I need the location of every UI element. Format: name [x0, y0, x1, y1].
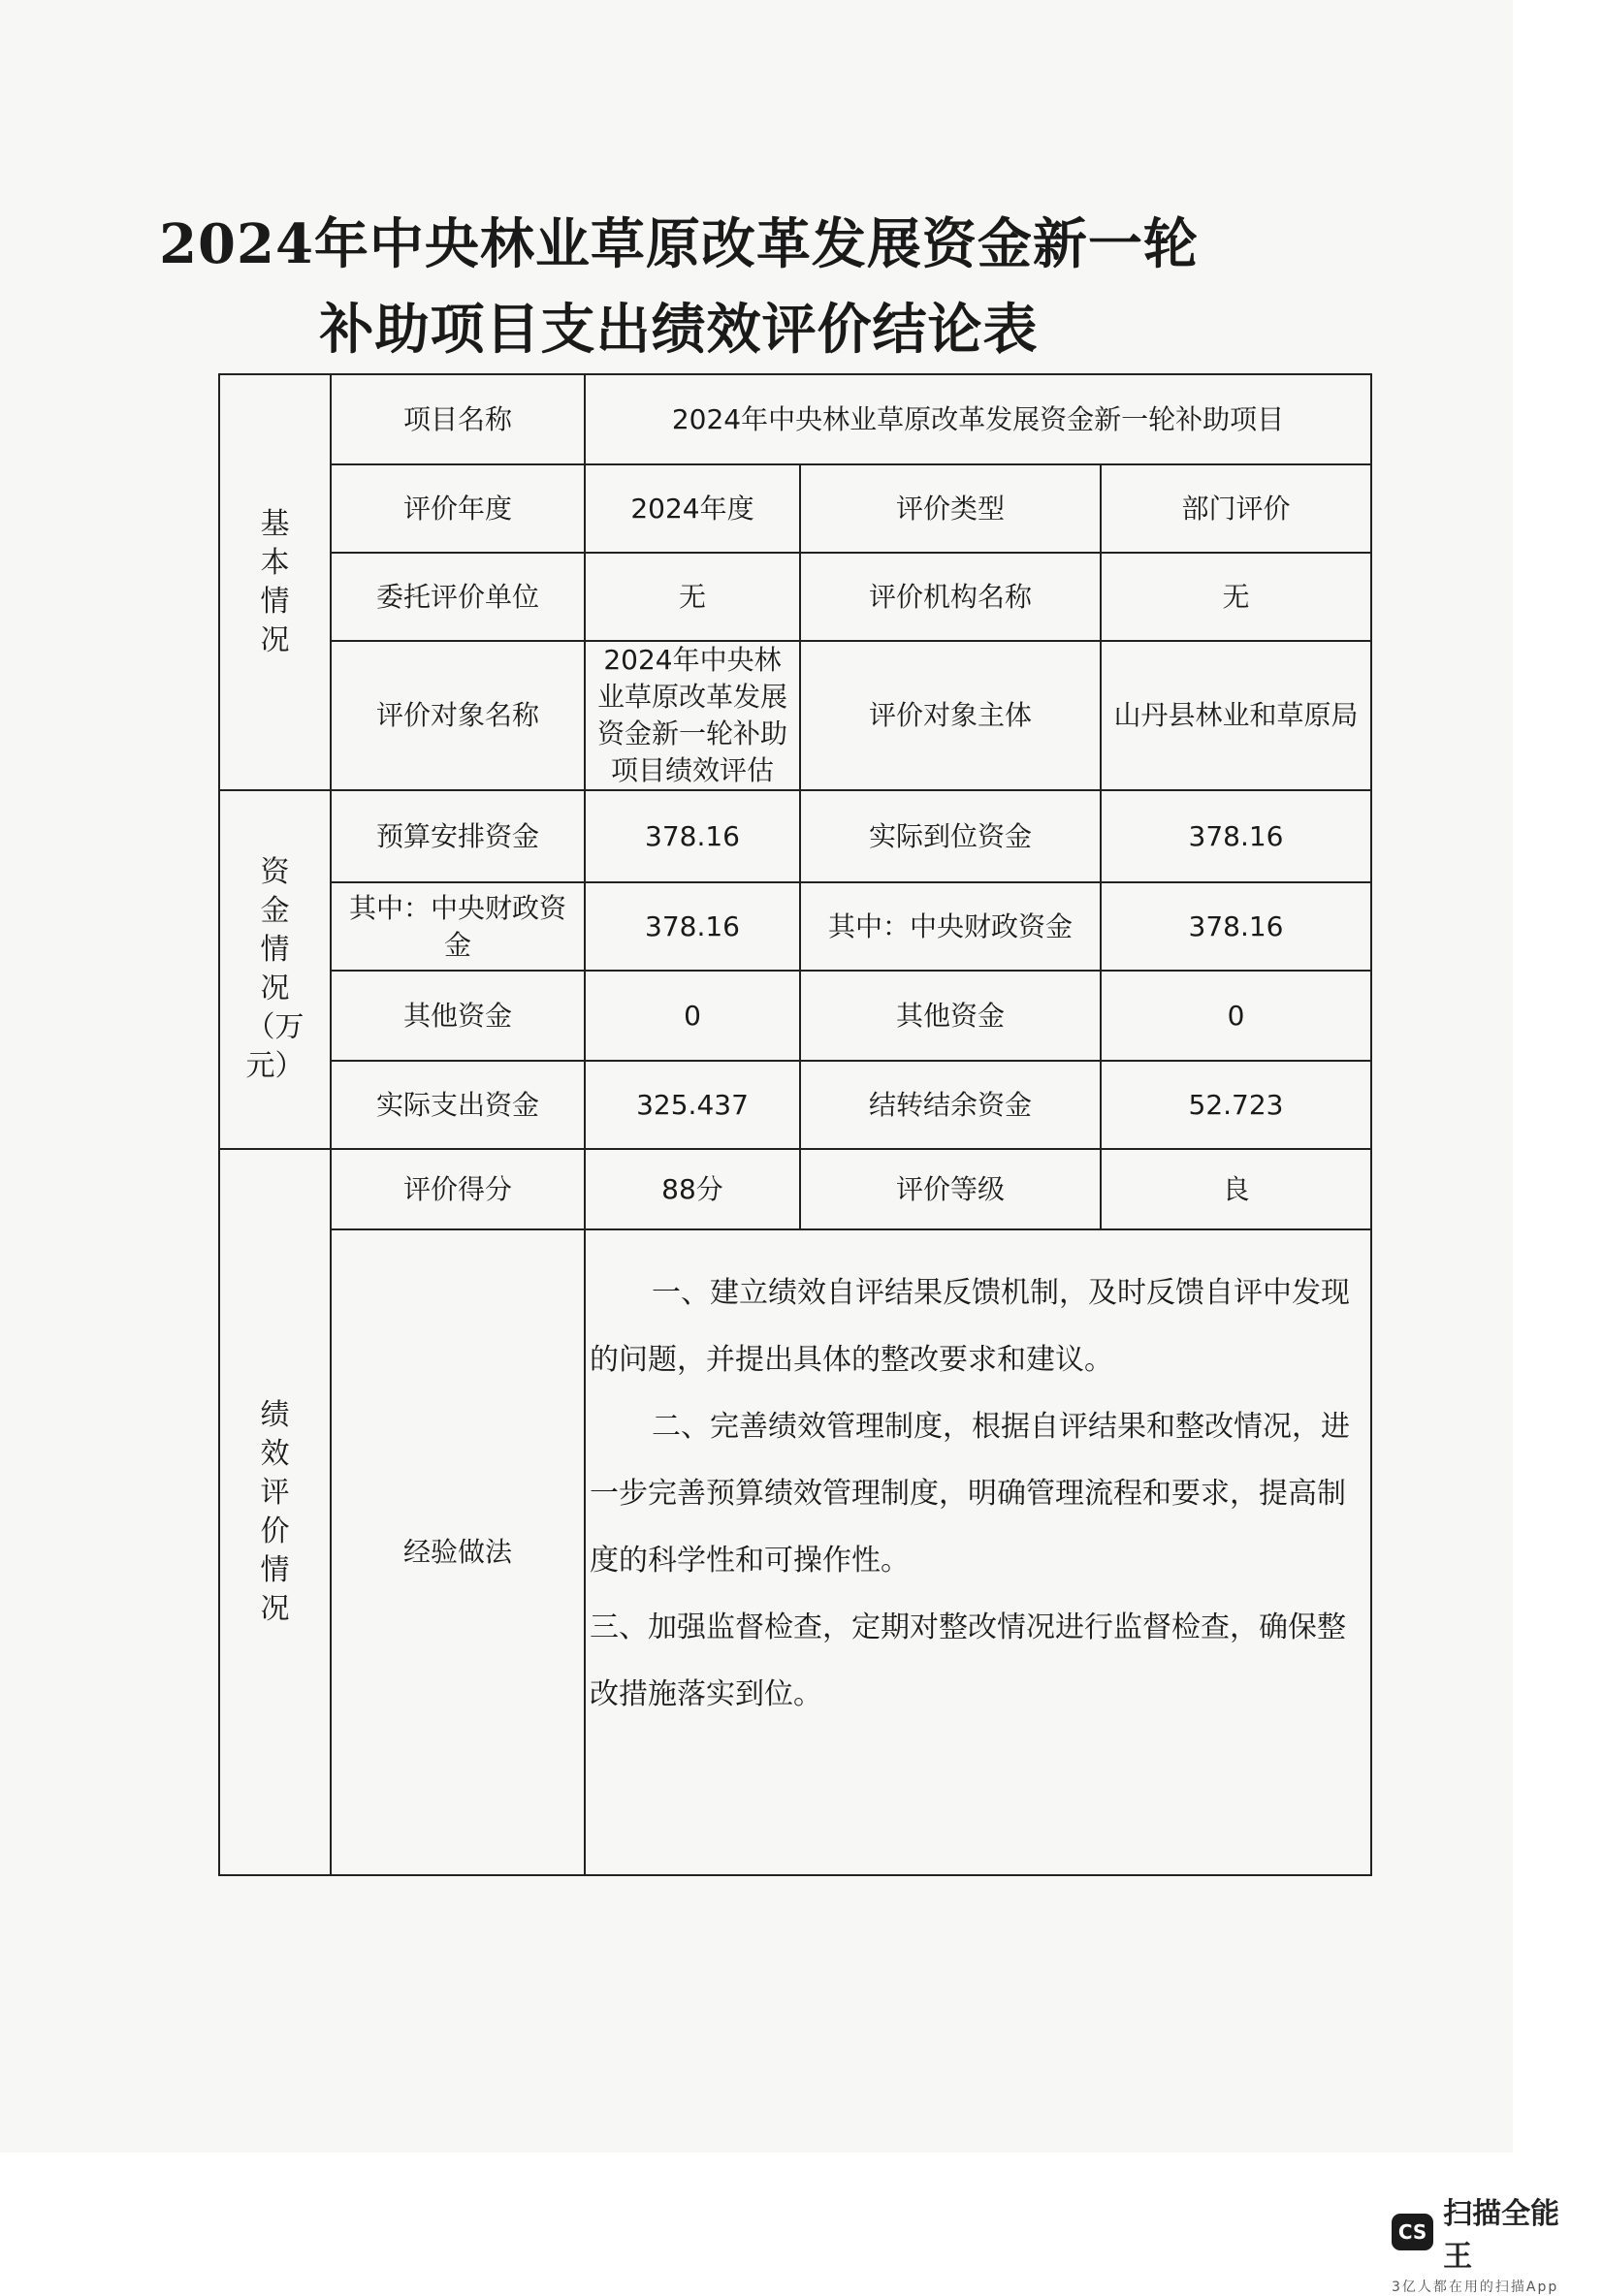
value-eval-object: 2024年中央林业草原改革发展资金新一轮补助项目绩效评估 — [585, 641, 800, 790]
label-eval-type: 评价类型 — [800, 464, 1101, 553]
value-experience — [585, 1229, 1371, 1875]
value-central-funds-1: 378.16 — [585, 882, 800, 971]
label-grade: 评价等级 — [800, 1149, 1101, 1229]
row-budget — [219, 790, 1371, 882]
value-project-name: 2024年中央林业草原改革发展资金新一轮补助项目 — [585, 374, 1371, 464]
label-eval-object: 评价对象名称 — [331, 641, 585, 790]
row-project-name — [219, 374, 1371, 464]
label-other-funds-1: 其他资金 — [331, 971, 585, 1061]
row-score — [219, 1149, 1371, 1229]
group-performance: 绩效评价情况 — [219, 1149, 331, 1875]
funds-unit: （万元） — [245, 1010, 305, 1083]
value-grade: 良 — [1101, 1149, 1371, 1229]
document-title-line2: 补助项目支出绩效评价结论表 — [319, 298, 1039, 362]
value-score: 88分 — [585, 1149, 800, 1229]
scanner-watermark — [1392, 2189, 1586, 2296]
label-carryover: 结转结余资金 — [800, 1061, 1101, 1149]
scanner-slogan: 3亿人都在用的扫描App — [1392, 2280, 1559, 2295]
value-other-funds-1: 0 — [585, 971, 800, 1061]
value-budget: 378.16 — [585, 790, 800, 882]
label-budget: 预算安排资金 — [331, 790, 585, 882]
camscanner-logo-icon: CS — [1392, 2214, 1433, 2250]
label-actual-spent: 实际支出资金 — [331, 1061, 585, 1149]
label-entrusted-unit: 委托评价单位 — [331, 553, 585, 641]
row-other-funds — [219, 971, 1371, 1061]
experience-paragraph-3: 三、加强监督检查，定期对整改情况进行监督检查，确保整改措施落实到位。 — [590, 1610, 1346, 1711]
row-eval-object — [219, 641, 1371, 790]
value-eval-type: 部门评价 — [1101, 464, 1371, 553]
label-eval-agency: 评价机构名称 — [800, 553, 1101, 641]
group-basic-info: 基本情况 — [219, 374, 331, 790]
label-central-funds-1: 其中：中央财政资金 — [331, 882, 585, 971]
label-project-name: 项目名称 — [331, 374, 585, 464]
row-central-funds — [219, 882, 1371, 971]
label-eval-year: 评价年度 — [331, 464, 585, 553]
document-title-line1: 2024年中央林业草原改革发展资金新一轮 — [159, 212, 1199, 276]
group-funds: 资金情况 （万元） — [219, 790, 331, 1149]
label-other-funds-2: 其他资金 — [800, 971, 1101, 1061]
value-entrusted-unit: 无 — [585, 553, 800, 641]
value-actual-arrived: 378.16 — [1101, 790, 1371, 882]
experience-paragraph-1: 一、建立绩效自评结果反馈机制，及时反馈自评中发现的问题，并提出具体的整改要求和建议。 — [590, 1276, 1350, 1377]
experience-paragraph-2: 二、完善绩效管理制度，根据自评结果和整改情况，进一步完善预算绩效管理制度，明确管理流程和要求，提高制度的科学性和可操作性。 — [590, 1410, 1350, 1578]
value-eval-agency: 无 — [1101, 553, 1371, 641]
value-actual-spent: 325.437 — [585, 1061, 800, 1149]
value-other-funds-2: 0 — [1101, 971, 1371, 1061]
value-eval-year: 2024年度 — [585, 464, 800, 553]
row-entrusted-unit — [219, 553, 1371, 641]
row-actual-spent — [219, 1061, 1371, 1149]
label-score: 评价得分 — [331, 1149, 585, 1229]
label-actual-arrived: 实际到位资金 — [800, 790, 1101, 882]
scanner-brand: 扫描全能王 — [1443, 2197, 1560, 2274]
value-carryover: 52.723 — [1101, 1061, 1371, 1149]
row-eval-year — [219, 464, 1371, 553]
row-experience — [219, 1229, 1371, 1875]
label-central-funds-2: 其中：中央财政资金 — [800, 882, 1101, 971]
label-eval-subject: 评价对象主体 — [800, 641, 1101, 790]
label-experience: 经验做法 — [331, 1229, 585, 1875]
value-eval-subject: 山丹县林业和草原局 — [1101, 641, 1371, 790]
evaluation-form-table — [218, 373, 1372, 1876]
value-central-funds-2: 378.16 — [1101, 882, 1371, 971]
